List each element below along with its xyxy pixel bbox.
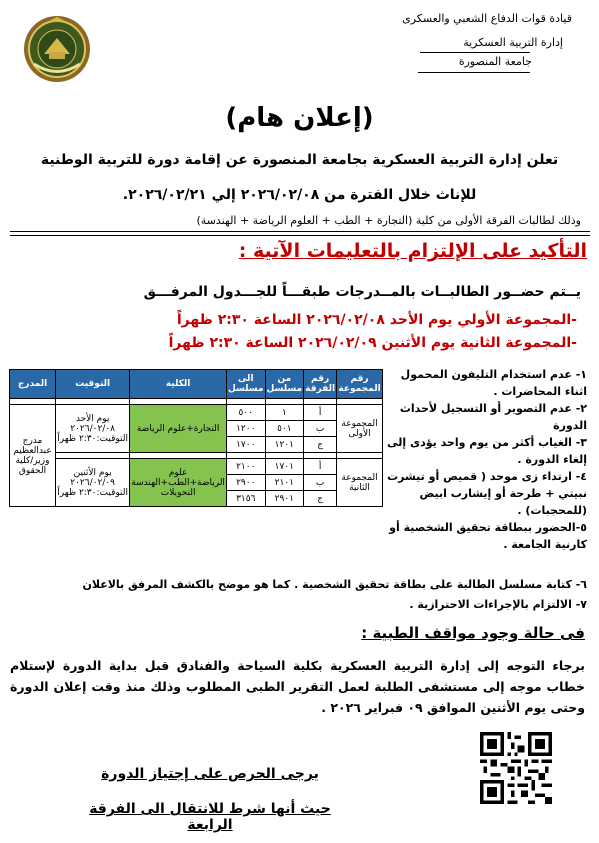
instruction-item: ٣- الغياب أكثر من يوم واحد يؤدى إلى إلغاء الدورة . (387, 436, 587, 466)
col-time: التوقيت (56, 370, 130, 399)
college-cell: علوم الرياضة+الطب+الهندسة التحويلات (130, 459, 227, 507)
closing-line-two: حيث أنها شرط للانتقال الى الفرقة الرابعة (89, 801, 331, 833)
time-cell: يوم الأحد ٢٠٢٦/٠٢/٠٨ التوقيت:٢:٣٠ ظهراً (56, 405, 130, 453)
instruction-item: ٥-الحضور ببطاقة تحقيق الشخصية أو كارنية الجامعة . (389, 521, 587, 551)
medical-heading: فى حالة وجود مواقف الطبية : (361, 624, 585, 642)
header-command: قيادة قوات الدفاع الشعبي والعسكرى (402, 12, 572, 25)
col-college: الكلية (130, 370, 227, 399)
col-group: رقم المجموعة (337, 370, 383, 399)
military-education-logo (22, 14, 92, 84)
to-cell: ١٢٠٠ (226, 421, 265, 437)
table-header-row (10, 370, 383, 399)
group-cell: المجموعة الأولى (337, 405, 383, 453)
qr-code-icon (480, 732, 552, 804)
to-cell: ٢١٠٠ (226, 459, 265, 475)
hall-cell: مدرج عبدالعظيم وزير/كلية الحقوق (10, 405, 56, 507)
from-cell: ١٧٠١ (265, 459, 304, 475)
instruction-item: ٧- الالتزام بالإجراءات الاحترازية . (409, 598, 587, 611)
period-line: للإناث خلال الفترة من ٢٠٢٦/٠٢/٠٨ إلي ٢٠٢٦/٠٢/٢١. (122, 187, 477, 203)
schedule-table (9, 369, 383, 507)
sub-cell: ب (304, 421, 337, 437)
col-hall: المدرج (10, 370, 56, 399)
group-two-schedule: -المجموعة الثانية يوم الأثنين ٢٠٢٦/٠٢/٠٩ الساعة ٢:٣٠ ظهراً (168, 335, 577, 351)
instruction-list (377, 366, 587, 553)
to-cell: ٣١٥٦ (226, 491, 265, 507)
faculties-line: وذلك لطالبات الفرقة الأولى من كلية (التجارة + الطب + العلوم الرياضة + الهندسة) (196, 214, 581, 227)
col-sub: رقم الفرقة (304, 370, 337, 399)
sub-cell: ج (304, 491, 337, 507)
double-divider (10, 231, 590, 236)
medical-paragraph: برجاء التوجه إلى إدارة التربية العسكرية بكلية السياحة والفنادق قبل بداية الدورة لإستلام خطاب موجه إلى مستشفى الطلبة لعمل التقرير الطبى المطلوب وذلك منذ وقت إعلان الدورة وحتى يوم الأثنين الموافق ٠٩ فبراير ٢٠٢٦ . (10, 658, 585, 715)
from-cell: ٢٩٠١ (265, 491, 304, 507)
table-row (10, 459, 383, 475)
instruction-item: ٦- كتابة مسلسل الطالبة على بطاقة تحقيق الشخصية . كما هو موضح بالكشف المرفق بالاعلان (82, 578, 587, 591)
sub-cell: ج (304, 437, 337, 453)
announcement-line: تعلن إدارة التربية العسكرية بجامعة المنصورة عن إقامة دورة للتربية الوطنية (40, 152, 559, 168)
college-cell: التجارة+علوم الرياضة (130, 405, 227, 453)
attendance-line: يــتم حضــور الطالبــات بالمــدرجات طبقـــاً للجـــدول المرفـــق (143, 284, 581, 300)
from-cell: ١ (265, 405, 304, 421)
instruction-item: ١- عدم استخدام التليفون المحمول اثناء المحاضرات . (400, 368, 587, 398)
header-rule (418, 72, 530, 73)
to-cell: ٥٠٠ (226, 405, 265, 421)
group-one-schedule: -المجموعة الأولي يوم الأحد ٢٠٢٦/٠٢/٠٨ الساعة ٢:٣٠ ظهراً (176, 312, 577, 328)
sub-cell: ب (304, 475, 337, 491)
header-rule (420, 52, 530, 53)
sub-cell: أ (304, 459, 337, 475)
header-university: جامعة المنصورة (458, 55, 532, 68)
col-to: الى مسلسل (226, 370, 265, 399)
to-cell: ٢٩٠٠ (226, 475, 265, 491)
instruction-item: ٢- عدم التصوير أو التسجيل لأحداث الدورة (399, 402, 587, 432)
closing-line-one: يرجى الحرص على إجتياز الدورة (101, 766, 319, 782)
header-department: إدارة التربية العسكرية (463, 36, 563, 49)
from-cell: ٢١٠١ (265, 475, 304, 491)
from-cell: ١٢٠١ (265, 437, 304, 453)
table-row (10, 405, 383, 421)
sub-cell: أ (304, 405, 337, 421)
from-cell: ٥٠١ (265, 421, 304, 437)
page-title: (إعلان هام) (225, 103, 374, 133)
group-cell: المجموعة الثانية (337, 459, 383, 507)
instruction-item: ٤- ارتداء زى موحد ( قميص أو تيشرت نبيتي + طرحة أو إيشارب ابيض (للمحجبات) . (387, 470, 587, 517)
instructions-heading: التأكيد على الإلتزام بالتعليمات الآتية : (238, 240, 587, 262)
time-cell: يوم الأثنين ٢٠٢٦/٠٢/٠٩ التوقيت:٢:٣٠ ظهراً (56, 459, 130, 507)
to-cell: ١٧٠٠ (226, 437, 265, 453)
col-from: من مسلسل (265, 370, 304, 399)
